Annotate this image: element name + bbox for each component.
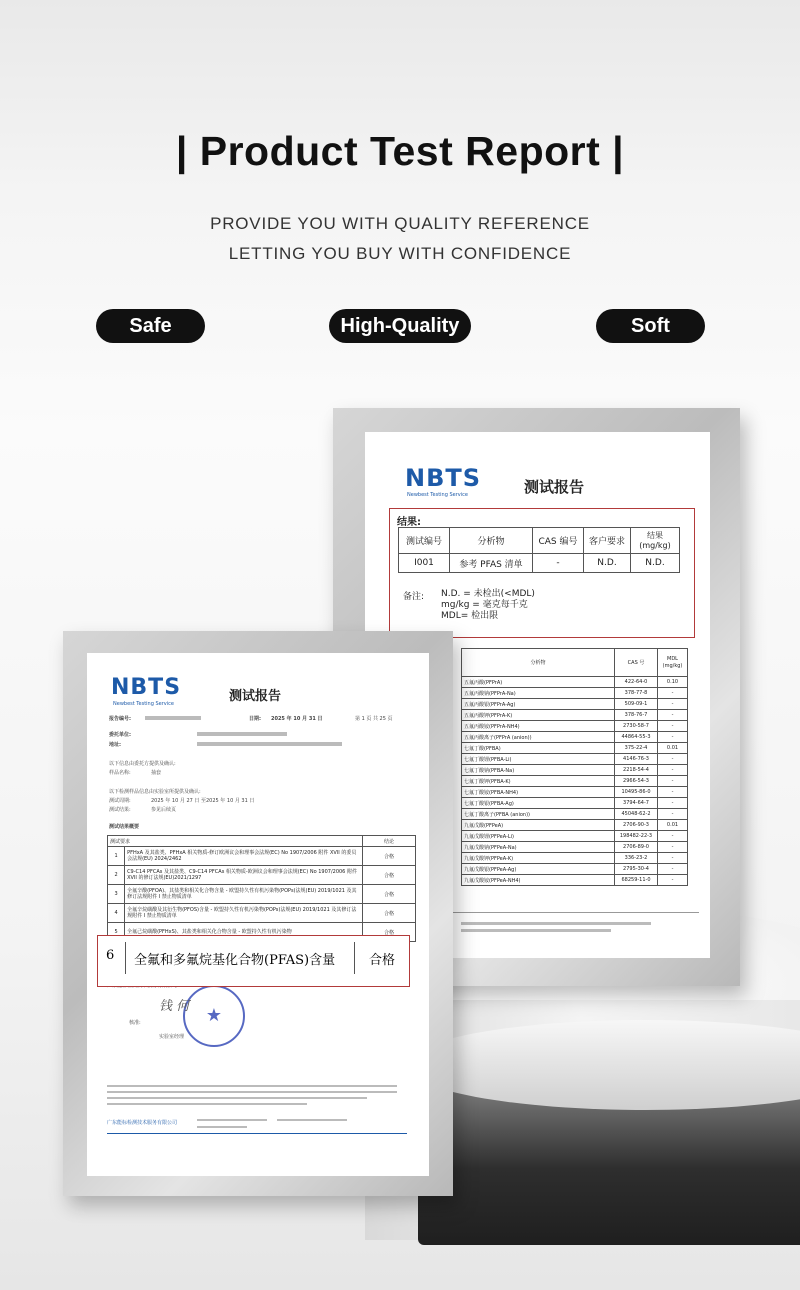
analyte-row: [462, 798, 688, 809]
footer-rule: [449, 912, 699, 913]
sample-label: 样品名称:: [109, 770, 131, 776]
address-label: 地址:: [109, 742, 121, 748]
analyte-cell: 七氟丁酸钠(PFBA-Na): [462, 765, 615, 776]
summary-result-cell: 合格: [363, 885, 416, 904]
cas-cell: 2706-89-0: [615, 842, 658, 853]
nbts-logo: NBTS: [111, 675, 182, 700]
notes-list: [441, 589, 535, 622]
summary-result-cell: 合格: [363, 866, 416, 885]
analyte-row: [462, 875, 688, 886]
footer-web: [277, 1119, 347, 1121]
result-value: 参见后续页: [151, 807, 177, 813]
highlight-divider-1: [125, 942, 126, 974]
analyte-cell: 五氟丙酸银(PFPrA-Ag): [462, 699, 615, 710]
cas-cell: 2218-54-4: [615, 765, 658, 776]
analyte-cell: 五氟丙酸铵(PFPrA-NH4): [462, 721, 615, 732]
mdl-cell: -: [658, 853, 688, 864]
cas-cell: 2730-58-7: [615, 721, 658, 732]
mdl-cell: 0.10: [658, 677, 688, 688]
address-redacted: [197, 742, 342, 746]
logo-subtitle: Newbest Testing Service: [407, 492, 468, 498]
signature: 钱 何: [159, 999, 190, 1014]
summary-no-cell: 4: [108, 904, 125, 923]
mdl-cell: -: [658, 765, 688, 776]
report-no-label: 报告编号:: [109, 716, 131, 722]
cas-cell: 44864-55-3: [615, 732, 658, 743]
mdl-col-header: MDL (mg/kg): [658, 649, 688, 677]
report-title: 测试报告: [229, 689, 282, 704]
summary-conclusion-header: 结论: [363, 836, 416, 847]
row-test-no: I001: [399, 554, 450, 573]
analyte-row: [462, 699, 688, 710]
disclaimer-text-4: [107, 1103, 307, 1105]
summary-row: [108, 847, 416, 866]
footer-rule: [107, 1133, 407, 1134]
front-report-frame: [63, 631, 453, 1196]
mdl-cell: -: [658, 732, 688, 743]
cas-cell: 2706-90-3: [615, 820, 658, 831]
cas-cell: 198482-22-3: [615, 831, 658, 842]
analyte-cell: 九氟戊酸铵(PFPeA-NH4): [462, 875, 615, 886]
summary-no-cell: 5: [108, 923, 125, 942]
col-requirement: 客户要求: [584, 528, 631, 554]
analyte-row: [462, 732, 688, 743]
cas-cell: 3794-64-7: [615, 798, 658, 809]
period-label: 测试周期:: [109, 798, 131, 804]
analyte-row: [462, 688, 688, 699]
analyte-cell: 九氟戊酸钠(PFPeA-Na): [462, 842, 615, 853]
analyte-cell: 九氟戊酸钾(PFPeA-K): [462, 853, 615, 864]
summary-req-cell: 全氟辛酸(PFOA)、其盐类和相关化合物含量 - 欧盟持久性有机污染物(POPs)法规(EU) 2019/1021 及其修订法规附件 I 禁止物质清单: [125, 885, 363, 904]
col-cas: CAS 编号: [533, 528, 584, 554]
mdl-cell: -: [658, 842, 688, 853]
company-seal: ★: [183, 985, 245, 1047]
subtitle-line-2: LETTING YOU BUY WITH CONFIDENCE: [228, 244, 572, 263]
summary-result-cell: 合格: [363, 847, 416, 866]
analyte-row: [462, 677, 688, 688]
row-requirement: N.D.: [584, 554, 631, 573]
col-result: 结果 (mg/kg): [631, 528, 680, 554]
summary-no-cell: 3: [108, 885, 125, 904]
analyte-cell: 七氟丁酸银(PFBA-Ag): [462, 798, 615, 809]
mdl-cell: -: [658, 699, 688, 710]
analyte-cell: 五氟丙酸钠(PFPrA-Na): [462, 688, 615, 699]
cas-cell: 375-22-4: [615, 743, 658, 754]
intro-text-1: 以下信息由委托方提供及确认:: [109, 761, 176, 767]
footer-text: [461, 922, 651, 925]
disclaimer-text-3: [107, 1097, 367, 1099]
badge-high-quality: High-Quality: [329, 309, 471, 343]
page-info: 第 1 页 共 25 页: [355, 716, 393, 722]
row-result: N.D.: [631, 554, 680, 573]
highlight-result: 合格: [369, 953, 396, 968]
summary-req-cell: 全氟辛烷磺酸及其衍生物(PFOS)含量 - 欧盟持久性有机污染物(POPs)法规(EU) 2019/1021 及其修订法规附件 I 禁止物质清单: [125, 904, 363, 923]
row-cas: -: [533, 554, 584, 573]
cas-cell: 422-64-0: [615, 677, 658, 688]
mdl-cell: -: [658, 875, 688, 886]
badge-soft: Soft: [596, 309, 705, 343]
disclaimer-text: [107, 1085, 397, 1087]
footer-address: [197, 1119, 267, 1121]
badge-safe: Safe: [96, 309, 205, 343]
analyte-cell: 七氟丁酸离子(PFBA (anion)): [462, 809, 615, 820]
mdl-cell: -: [658, 798, 688, 809]
report-title: 测试报告: [524, 478, 585, 496]
cas-cell: 336-23-2: [615, 853, 658, 864]
intro-text-2: 以下检测样品信息由实验室所提供及确认:: [109, 789, 201, 795]
summary-req-cell: C9-C14 PFCAs 及其盐类、C9-C14 PFCAs 相关物质-欧洲议会和理事会法规(EC) No 1907/2006 附件 XVII 的修订法规(EU)2021/1297: [125, 866, 363, 885]
summary-result-cell: 合格: [363, 904, 416, 923]
analyte-col-header: 分析物: [462, 649, 615, 677]
cas-cell: 4146-76-3: [615, 754, 658, 765]
analyte-row: [462, 743, 688, 754]
analyte-cell: 七氟丁酸铵(PFBA-NH4): [462, 787, 615, 798]
highlight-no: 6: [106, 948, 115, 963]
analyte-cell: 九氟戊酸锂(PFPeA-Li): [462, 831, 615, 842]
notes-label: 备注:: [403, 592, 425, 602]
analyte-row: [462, 787, 688, 798]
footer-text-2: [461, 929, 611, 932]
summary-row: [108, 866, 416, 885]
footer-phone: [197, 1126, 247, 1128]
analyte-row: [462, 721, 688, 732]
mdl-cell: -: [658, 721, 688, 732]
mdl-cell: -: [658, 787, 688, 798]
summary-no-cell: 1: [108, 847, 125, 866]
summary-req-cell: PFHxA 及其盐类、PFHxA 相关物质-修订欧洲议会和理事会法规(EC) No 1907/2006 附件 XVII 的委员会法规(EU) 2024/2462: [125, 847, 363, 866]
analyte-cell: 五氟丙酸(PFPrA): [462, 677, 615, 688]
mdl-cell: -: [658, 688, 688, 699]
cas-cell: 68259-11-0: [615, 875, 658, 886]
analyte-row: [462, 820, 688, 831]
signer-title: 实验室经理: [159, 1034, 185, 1040]
analyte-row: [462, 864, 688, 875]
summary-req-cell: 全氟己烷磺酸(PFHxS)、其盐类和相关化合物含量 - 欧盟持久性有机污染物: [125, 923, 363, 942]
cas-cell: 45048-62-2: [615, 809, 658, 820]
summary-table: [107, 835, 416, 942]
date-label: 日期:: [249, 716, 261, 722]
mdl-cell: -: [658, 831, 688, 842]
summary-no-cell: 2: [108, 866, 125, 885]
analyte-row: [462, 765, 688, 776]
analyte-cell: 七氟丁酸钾(PFBA-K): [462, 776, 615, 787]
mdl-cell: 0.01: [658, 820, 688, 831]
col-analyte: 分析物: [450, 528, 533, 554]
cas-cell: 509-09-1: [615, 699, 658, 710]
summary-result-cell: 合格: [363, 923, 416, 942]
analyte-cell: 五氟丙酸钾(PFPrA-K): [462, 710, 615, 721]
client-label: 委托单位:: [109, 732, 131, 738]
cas-cell: 10495-86-0: [615, 787, 658, 798]
col-test-no: 测试编号: [399, 528, 450, 554]
results-label: 结果:: [397, 517, 421, 528]
cas-cell: 2966-54-3: [615, 776, 658, 787]
note-nd: N.D. = 未检出(<MDL): [441, 589, 535, 599]
analyte-cell: 九氟戊酸银(PFPeA-Ag): [462, 864, 615, 875]
front-report-paper: [87, 653, 429, 1176]
analyte-table: [461, 648, 688, 886]
analyte-row: [462, 853, 688, 864]
sample-value: 抽套: [151, 770, 162, 776]
summary-label: 测试结果概要: [109, 824, 140, 830]
analyte-cell: 七氟丁酸锂(PFBA-Li): [462, 754, 615, 765]
analyte-row: [462, 842, 688, 853]
cas-cell: 378-77-8: [615, 688, 658, 699]
mdl-cell: -: [658, 776, 688, 787]
analyte-row: [462, 809, 688, 820]
mdl-cell: -: [658, 710, 688, 721]
pfas-highlight-row: [97, 935, 410, 987]
note-mdl: MDL= 检出限: [441, 611, 499, 621]
logo-subtitle: Newbest Testing Service: [113, 701, 174, 707]
highlight-item: 全氟和多氟烷基化合物(PFAS)含量: [134, 953, 336, 968]
summary-row: [108, 885, 416, 904]
page-title: | Product Test Report |: [175, 128, 625, 174]
row-analyte: 参考 PFAS 清单: [450, 554, 533, 573]
note-mgkg: mg/kg = 毫克每千克: [441, 600, 528, 610]
summary-req-header: 测试要求: [108, 836, 363, 847]
cas-cell: 2795-30-4: [615, 864, 658, 875]
results-table: [398, 527, 680, 573]
analyte-row: [462, 831, 688, 842]
mdl-cell: 0.01: [658, 743, 688, 754]
disclaimer-text-2: [107, 1091, 397, 1093]
mdl-cell: -: [658, 754, 688, 765]
cas-cell: 378-76-7: [615, 710, 658, 721]
analyte-row: [462, 776, 688, 787]
period-value: 2025 年 10 月 27 日 至2025 年 10 月 31 日: [151, 798, 255, 804]
mdl-cell: -: [658, 809, 688, 820]
analyte-cell: 七氟丁酸(PFBA): [462, 743, 615, 754]
analyte-cell: 五氟丙酸离子(PFPrA (anion)): [462, 732, 615, 743]
analyte-row: [462, 710, 688, 721]
highlight-divider-2: [354, 942, 355, 974]
mdl-cell: -: [658, 864, 688, 875]
client-redacted: [197, 732, 287, 736]
cas-col-header: CAS 号: [615, 649, 658, 677]
footer-company: 广东能标检测技术服务有限公司: [107, 1120, 178, 1126]
report-no-redacted: [145, 716, 201, 720]
result-label: 测试结果:: [109, 807, 131, 813]
nbts-logo: NBTS: [405, 464, 482, 492]
summary-row: [108, 904, 416, 923]
analyte-row: [462, 754, 688, 765]
subtitle-line-1: PROVIDE YOU WITH QUALITY REFERENCE: [210, 214, 590, 233]
date-value: 2025 年 10 月 31 日: [271, 716, 323, 722]
signer-label: 核准:: [129, 1020, 141, 1026]
analyte-cell: 九氟戊酸(PFPeA): [462, 820, 615, 831]
